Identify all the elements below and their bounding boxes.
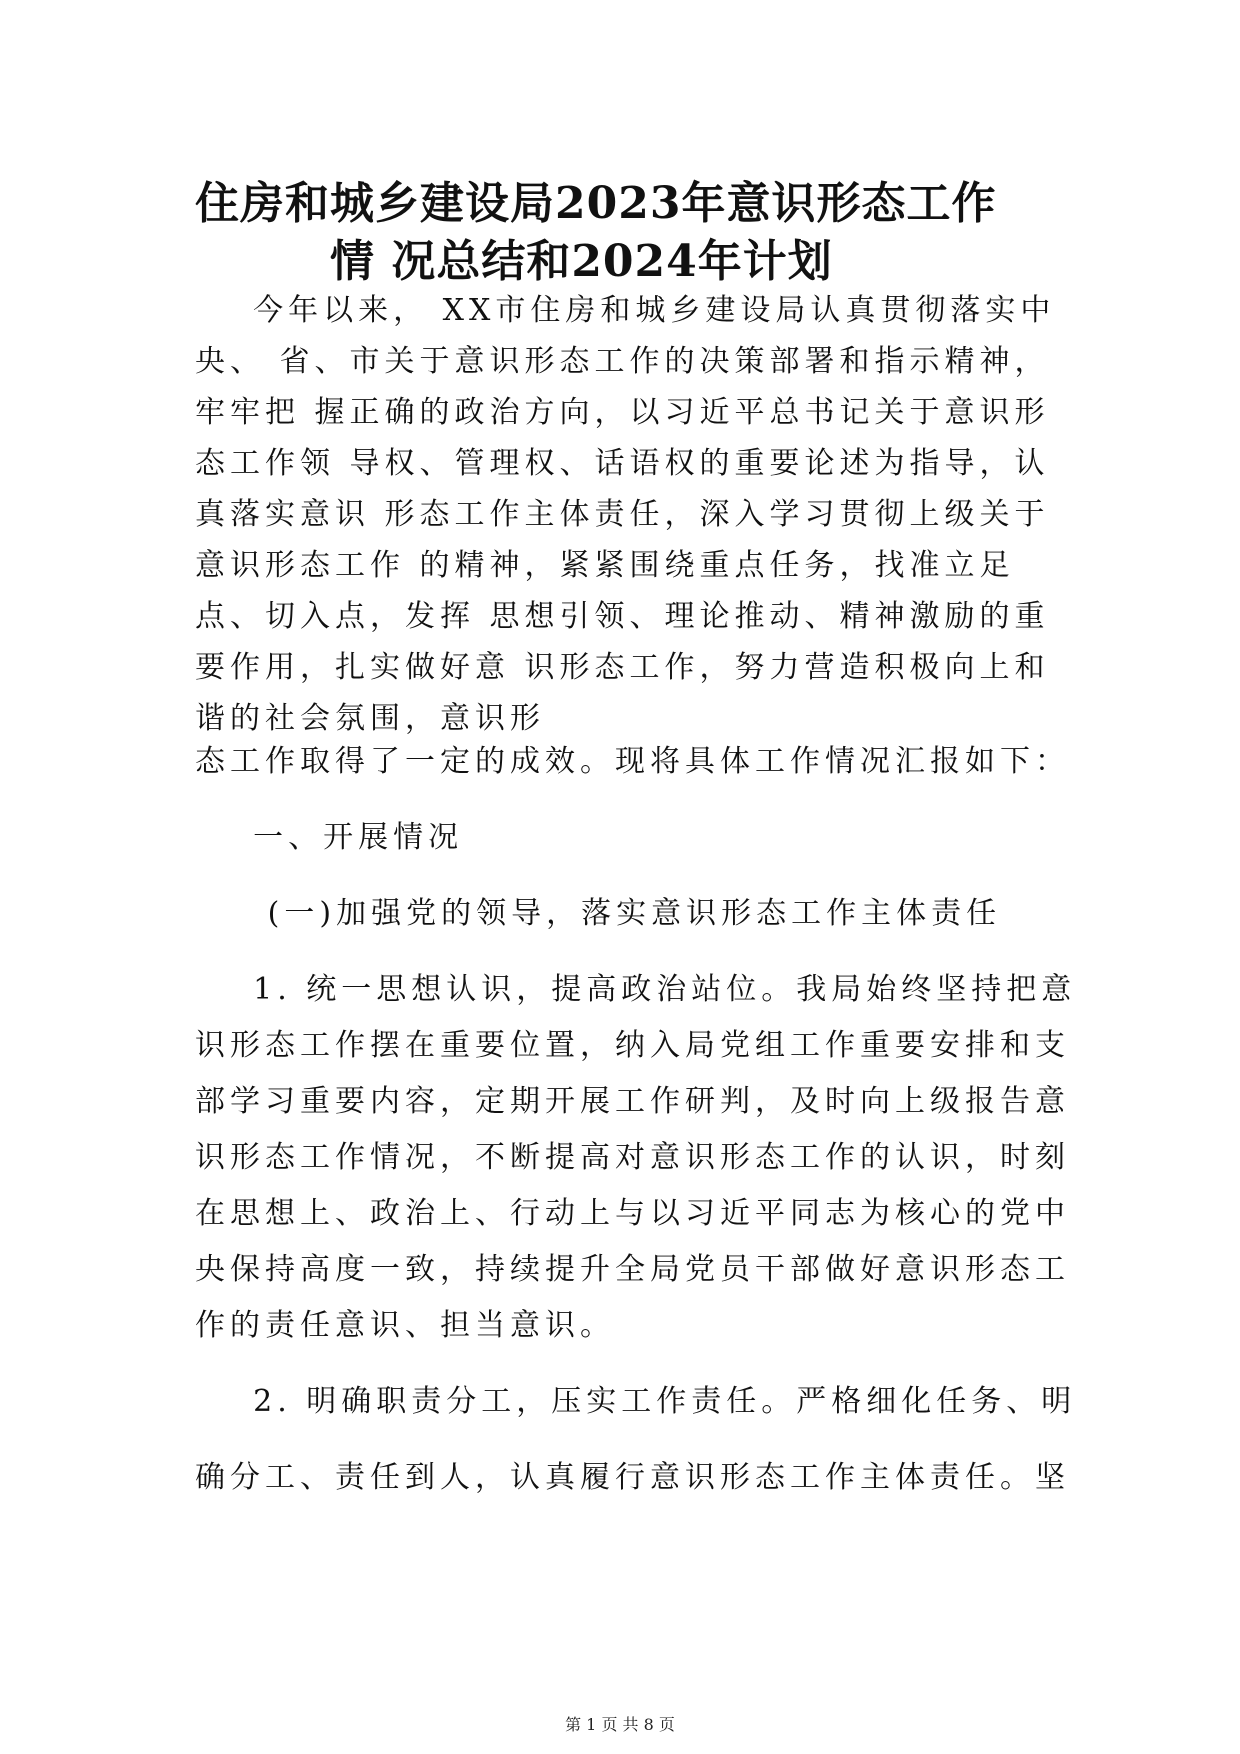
- body-line: 态工作领 导权、管理权、话语权的重要论述为指导，认: [195, 446, 1050, 481]
- body-line: 央、 省、市关于意识形态工作的决策部署和指示精神，: [195, 344, 1050, 379]
- document-title-line-2: 情 况总结和2024年计划: [330, 236, 833, 287]
- body-line: 识形态工作情况，不断提高对意识形态工作的认识，时刻: [195, 1140, 1070, 1175]
- body-line: 识形态工作摆在重要位置，纳入局党组工作重要安排和支: [195, 1028, 1070, 1063]
- body-line: 今年以来， XX市住房和城乡建设局认真贯彻落实中: [195, 293, 1056, 328]
- body-line: 意识形态工作 的精神，紧紧围绕重点任务，找准立足: [195, 548, 1015, 583]
- body-line: 牢牢把 握正确的政治方向，以习近平总书记关于意识形: [195, 395, 1050, 430]
- body-line: 点、切入点，发挥 思想引领、理论推动、精神激励的重: [195, 599, 1050, 634]
- body-line: 在思想上、政治上、行动上与以习近平同志为核心的党中: [195, 1196, 1070, 1231]
- body-line: 真落实意识 形态工作主体责任，深入学习贯彻上级关于: [195, 497, 1050, 532]
- body-line: 态工作取得了一定的成效。现将具体工作情况汇报如下：: [195, 744, 1070, 779]
- document-title-line-1: 住房和城乡建设局2023年意识形态工作: [195, 178, 997, 229]
- body-line: 央保持高度一致，持续提升全局党员干部做好意识形态工: [195, 1252, 1070, 1287]
- body-line: 作的责任意识、担当意识。: [195, 1308, 615, 1343]
- body-line: 2. 明确职责分工，压实工作责任。严格细化任务、明: [195, 1384, 1077, 1419]
- page-footer: 第 1 页 共 8 页: [565, 1715, 675, 1734]
- body-line: 确分工、责任到人，认真履行意识形态工作主体责任。坚: [195, 1460, 1070, 1495]
- body-line: 要作用，扎实做好意 识形态工作，努力营造积极向上和: [195, 650, 1050, 685]
- body-line: 部学习重要内容，定期开展工作研判，及时向上级报告意: [195, 1084, 1070, 1119]
- body-line: 1. 统一思想认识，提高政治站位。我局始终坚持把意: [195, 972, 1077, 1007]
- subsection-heading: (一)加强党的领导，落实意识形态工作主体责任: [195, 896, 1002, 931]
- section-heading: 一、开展情况: [195, 820, 464, 855]
- body-line: 谐的社会氛围，意识形: [195, 701, 545, 736]
